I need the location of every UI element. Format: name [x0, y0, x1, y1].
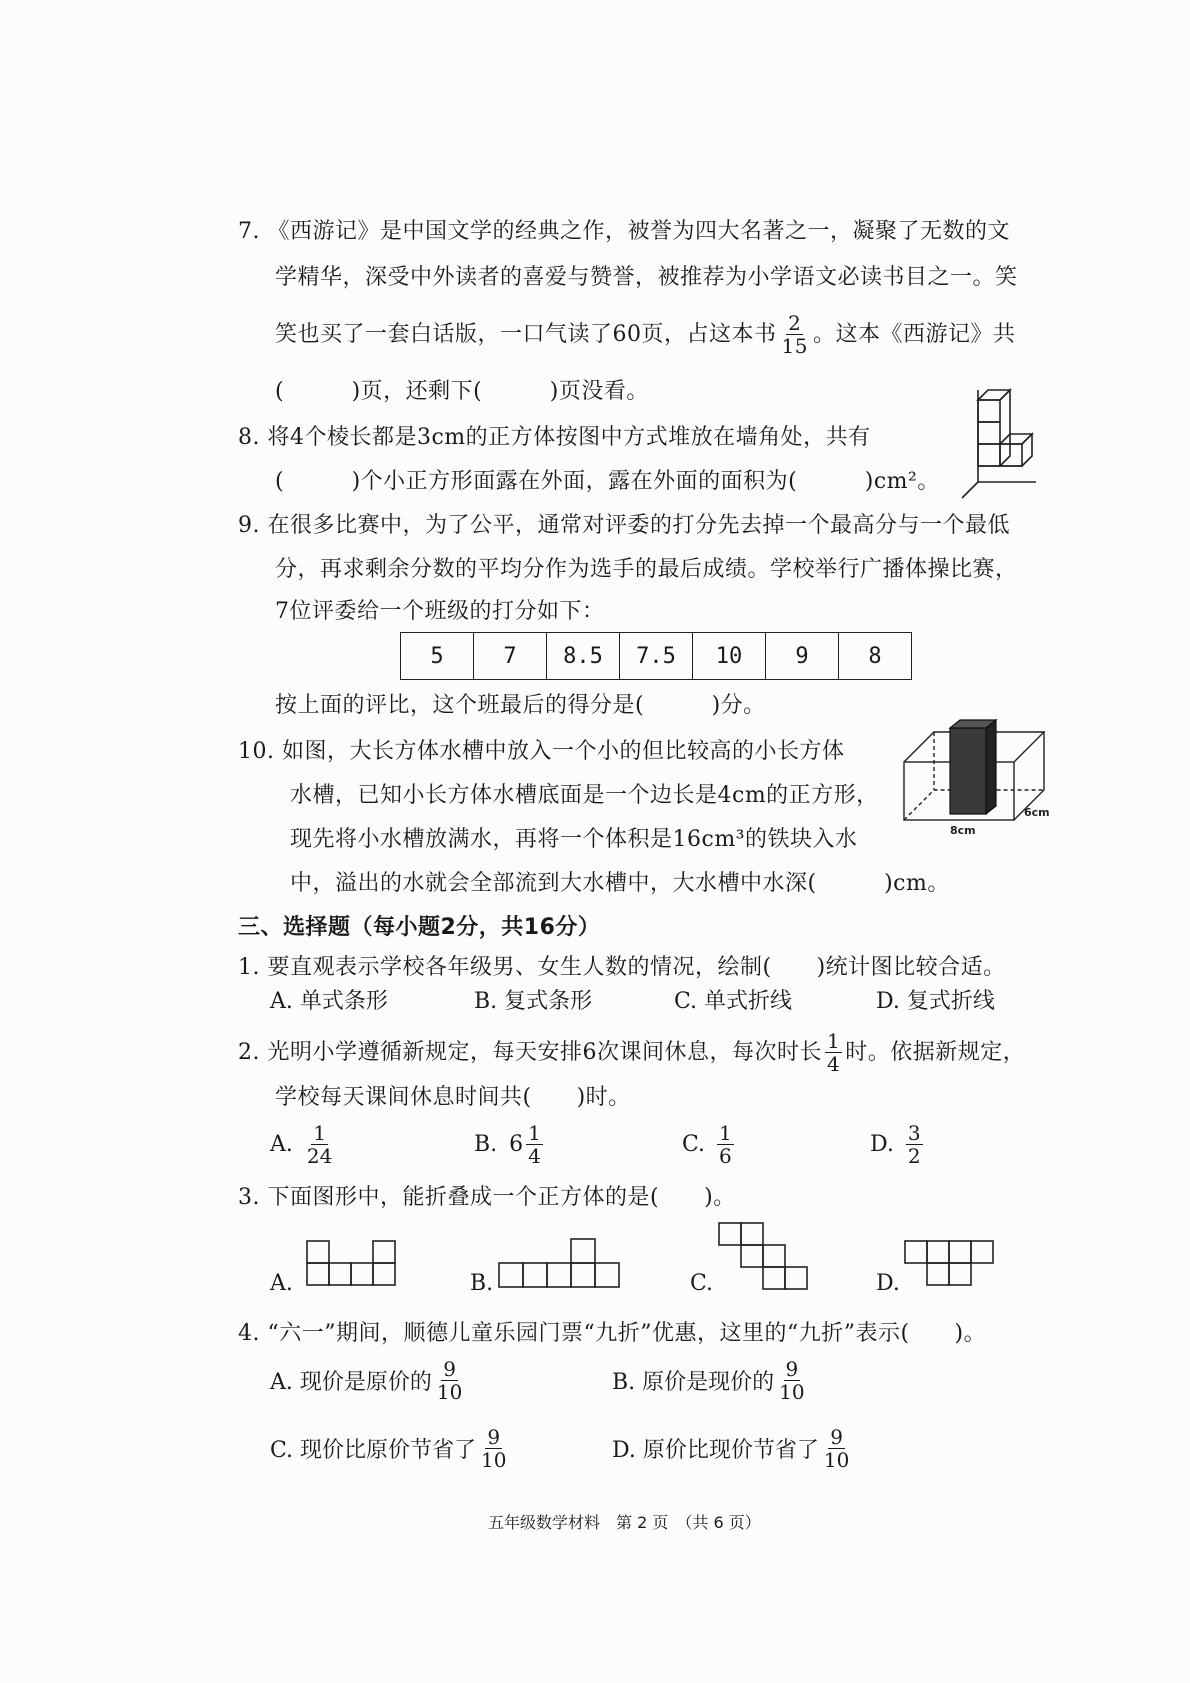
c4-option-b-numerator: 9 [785, 1357, 799, 1381]
q9-line-4: 按上面的评比，这个班最后的得分是( )分。 [275, 693, 766, 718]
c1-option-c: C. 单式折线 [674, 989, 793, 1014]
score-cell: 7 [474, 633, 547, 680]
c3-option-a-label: A. [270, 1271, 293, 1296]
c4-option-a-fraction [435, 1358, 464, 1403]
c4-option-d-denominator: 10 [823, 1448, 850, 1472]
c2-option-c-fraction [717, 1122, 734, 1167]
c2-line-2: 学校每天课间休息时间共( )时。 [275, 1085, 631, 1110]
score-cell: 7.5 [620, 633, 693, 680]
c3-option-d-label: D. [876, 1271, 900, 1296]
c2-option-d-label: D. [870, 1132, 894, 1157]
c2-option-d [870, 1122, 926, 1167]
score-cell: 5 [401, 633, 474, 680]
c2-stem-pre: 2. 光明小学遵循新规定，每天安排6次课间休息，每次时长 [238, 1039, 822, 1065]
c4-stem: 4. “六一”期间，顺德儿童乐园门票“九折”优惠，这里的“九折”表示( )。 [238, 1321, 987, 1346]
q10-water-tank-figure [900, 718, 1050, 838]
c1-stem: 1. 要直观表示学校各年级男、女生人数的情况，绘制( )统计图比较合适。 [238, 955, 1006, 980]
c3-stem: 3. 下面图形中，能折叠成一个正方体的是( )。 [238, 1185, 736, 1210]
c3-option-b-net [498, 1238, 624, 1294]
c4-option-c-denominator: 10 [481, 1448, 507, 1472]
c2-option-c-denominator: 6 [719, 1144, 732, 1168]
c2-option-d-denominator: 2 [907, 1144, 921, 1168]
q7-line-3-pre: 笑也买了一套白话版，一口气读了60页，占这本书 [275, 321, 777, 347]
score-cell: 10 [693, 633, 766, 680]
c2-stem-fraction [825, 1030, 842, 1075]
c3-option-a-net [306, 1240, 402, 1294]
q8-cube-stack-figure [960, 380, 1040, 500]
c4-option-b-denominator: 10 [779, 1380, 805, 1404]
q7-fraction-numerator: 2 [788, 311, 802, 335]
c2-option-a-numerator: 1 [313, 1121, 326, 1145]
q7-line-3 [275, 312, 1015, 357]
c3-option-d-net [904, 1240, 1000, 1294]
c4-option-b [612, 1358, 810, 1403]
c4-option-c [270, 1426, 512, 1471]
c1-option-b: B. 复式条形 [474, 989, 593, 1014]
page-footer: 五年级数学材料 第 2 页 （共 6 页） [488, 1513, 761, 1532]
c4-option-a [270, 1358, 467, 1403]
c3-option-b-label: B. [470, 1271, 494, 1296]
c4-option-a-numerator: 9 [443, 1357, 456, 1381]
c4-option-c-text: C. 现价比原价节省了 [270, 1438, 477, 1463]
c4-option-d-fraction [822, 1426, 851, 1471]
c2-option-d-numerator: 3 [907, 1121, 921, 1145]
c4-option-c-numerator: 9 [487, 1425, 501, 1449]
q7-line-4: ( )页，还剩下( )页没看。 [275, 379, 649, 404]
q9-line-2: 分，再求剩余分数的平均分作为选手的最后成绩。学校举行广播体操比赛， [275, 557, 1018, 582]
c2-stem-fraction-denominator: 4 [826, 1052, 841, 1076]
c2-option-c-label: C. [682, 1132, 706, 1157]
c2-stem [238, 1030, 1025, 1075]
c3-option-c-label: C. [690, 1271, 714, 1296]
q9-line-3: 7位评委给一个班级的打分如下： [275, 599, 605, 624]
q10-label-bottom: 8cm [950, 824, 976, 837]
q8-line-2: ( )个小正方形面露在外面，露在外面的面积为( )cm²。 [275, 469, 940, 494]
q7-fraction-denominator: 15 [781, 334, 808, 358]
q10-label-right: 6cm [1024, 806, 1050, 819]
score-cell: 8 [839, 633, 912, 680]
c2-option-c-numerator: 1 [719, 1121, 732, 1145]
c2-stem-fraction-numerator: 1 [826, 1029, 841, 1053]
c2-option-b [474, 1122, 546, 1167]
q10-line-2: 水槽，已知小长方体水槽底面是一个边长是4cm的正方形， [290, 783, 879, 808]
c2-option-a [270, 1122, 337, 1167]
c2-option-c [682, 1122, 737, 1167]
c4-option-a-denominator: 10 [436, 1380, 463, 1404]
c1-option-a: A. 单式条形 [270, 989, 388, 1014]
c4-option-b-text: B. 原价是现价的 [612, 1370, 775, 1395]
c2-option-a-fraction [305, 1122, 334, 1167]
c4-option-d-text: D. 原价比现价节省了 [612, 1438, 819, 1463]
c2-option-d-fraction [906, 1122, 923, 1167]
c2-option-b-numerator: 1 [528, 1121, 541, 1145]
c2-stem-post: 时。依据新规定， [845, 1039, 1026, 1065]
c1-option-d: D. 复式折线 [876, 989, 995, 1014]
q9-score-table [400, 632, 912, 680]
c3-option-c-net [718, 1222, 810, 1296]
c2-option-b-fraction [526, 1122, 543, 1167]
q7-line-1: 7. 《西游记》是中国文学的经典之作，被誉为四大名著之一，凝聚了无数的文 [238, 219, 1010, 244]
q7-line-2: 学精华，深受中外读者的喜爱与赞誉，被推荐为小学语文必读书目之一。笑 [275, 265, 1018, 290]
c2-option-a-denominator: 24 [306, 1144, 333, 1168]
q8-line-1: 8. 将4个棱长都是3cm的正方体按图中方式堆放在墙角处，共有 [238, 425, 871, 450]
c4-option-b-fraction [777, 1358, 806, 1403]
c4-option-d-numerator: 9 [830, 1425, 843, 1449]
c2-option-a-label: A. [270, 1132, 293, 1157]
q10-line-4: 中，溢出的水就会全部流到大水槽中，大水槽中水深( )cm。 [290, 871, 950, 896]
q7-fraction [780, 312, 810, 357]
score-cell: 9 [766, 633, 839, 680]
c4-option-a-text: A. 现价是原价的 [270, 1370, 432, 1395]
c2-option-b-label: B. [474, 1132, 498, 1157]
c2-option-b-whole: 6 [509, 1132, 524, 1157]
q7-line-3-post: 。这本《西游记》共 [812, 321, 1016, 347]
score-cell: 8.5 [547, 633, 620, 680]
q10-line-1: 10. 如图，大长方体水槽中放入一个小的但比较高的小长方体 [238, 739, 845, 764]
q9-line-1: 9. 在很多比赛中，为了公平，通常对评委的打分先去掉一个最高分与一个最低 [238, 513, 1010, 538]
q10-line-3: 现先将小水槽放满水，再将一个体积是16cm³的铁块入水 [290, 827, 858, 852]
c4-option-c-fraction [479, 1426, 508, 1471]
section-3-heading: 三、选择题（每小题2分，共16分） [238, 915, 601, 940]
c2-option-b-denominator: 4 [528, 1144, 541, 1168]
q9-score-row [401, 633, 912, 680]
c4-option-d [612, 1426, 854, 1471]
